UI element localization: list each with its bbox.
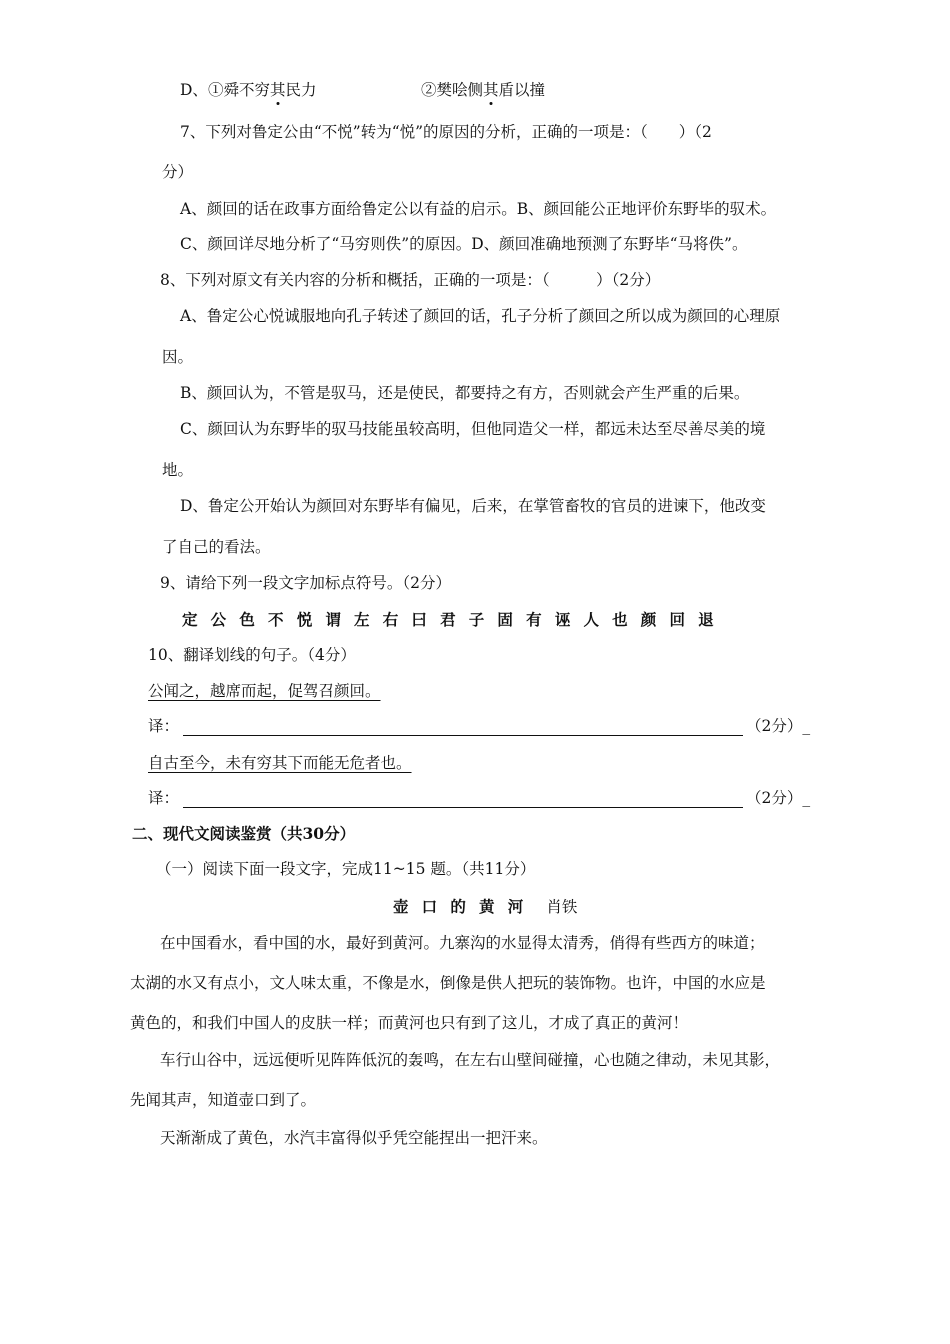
article-author: 肖铁 bbox=[546, 898, 578, 916]
q10-score-1: （2分）_ bbox=[746, 717, 811, 735]
emphasis-dot-char: 其 bbox=[269, 81, 286, 99]
q8-stem: 8、下列对原文有关内容的分析和概括，正确的一项是：（ ）（2分） bbox=[160, 271, 661, 289]
article-title: 壶口的黄河 bbox=[393, 897, 537, 916]
q10-translate-label-2: 译： bbox=[148, 789, 180, 807]
q7-options-ab: A、颜回的话在政事方面给鲁定公以有益的启示。B、颜回能公正地评价东野毕的驭术。 bbox=[180, 200, 777, 218]
q10-stem: 10、翻译划线的句子。（4分） bbox=[148, 646, 356, 664]
q7-stem-line2: 分） bbox=[162, 163, 194, 181]
q7-options-cd: C、颜回详尽地分析了“马穷则佚”的原因。D、颜回准确地预测了东野毕“马将佚”。 bbox=[180, 235, 748, 253]
q8-option-a-line1: A、鲁定公心悦诚服地向孔子转述了颜回的话，孔子分析了颜回之所以成为颜回的心理原 bbox=[180, 307, 781, 325]
q6-option-d bbox=[180, 83, 316, 99]
q8-option-b: B、颜回认为，不管是驭马，还是使民，都要持之有方，否则就会产生严重的后果。 bbox=[180, 384, 750, 402]
q7-stem-line1: 7、下列对鲁定公由“不悦”转为“悦”的原因的分析，正确的一项是：（ ）（2 bbox=[180, 123, 712, 141]
q6-option-d-right bbox=[421, 83, 545, 99]
article-paragraph-2-line2: 先闻其声，知道壶口到了。 bbox=[130, 1091, 317, 1109]
q6-option-d-left-after: 民力 bbox=[285, 81, 317, 99]
q10-answer-line-1[interactable] bbox=[183, 735, 743, 736]
q8-option-d-line1: D、鲁定公开始认为颜回对东野毕有偏见，后来，在掌管畜牧的官员的进谏下，他改变 bbox=[180, 497, 766, 515]
section-2-heading: 二、现代文阅读鉴赏（共30分） bbox=[132, 824, 356, 843]
q8-option-c-line1: C、颜回认为东野毕的驭马技能虽较高明，但他同造父一样，都远未达至尽善尽美的境 bbox=[180, 420, 766, 438]
q8-option-d-line2: 了自己的看法。 bbox=[162, 538, 271, 556]
section-2-subheading: （一）阅读下面一段文字，完成11~15 题。（共11分） bbox=[156, 860, 536, 878]
q6-option-d-label: D、 bbox=[180, 81, 208, 99]
q10-score-2: （2分）_ bbox=[746, 789, 811, 807]
q10-underlined-sentence-1: 公闻之，越席而起，促驾召颜回。 bbox=[148, 682, 381, 700]
q6-option-d-right-after: 盾以撞 bbox=[498, 81, 546, 99]
q10-translate-label-1: 译： bbox=[148, 717, 180, 735]
q10-answer-line-2[interactable] bbox=[183, 807, 743, 808]
article-paragraph-2-line1: 车行山谷中，远远便听见阵阵低沉的轰鸣，在左右山壁间碰撞，心也随之律动，未见其影， bbox=[160, 1051, 781, 1069]
q8-option-c-line2: 地。 bbox=[162, 461, 194, 479]
article-paragraph-3: 天渐渐成了黄色，水汽丰富得似乎凭空能捏出一把汗来。 bbox=[160, 1129, 548, 1147]
q10-underlined-sentence-2: 自古至今，未有穷其下而能无危者也。 bbox=[148, 754, 412, 772]
q9-unpunctuated-text: 定公色不悦谓左右曰君子固有诬人也颜回退 bbox=[182, 610, 727, 629]
article-paragraph-1-line2: 太湖的水又有点小，文人味太重，不像是水，倒像是供人把玩的装饰物。也许，中国的水应是 bbox=[130, 974, 766, 992]
article-paragraph-1-line1: 在中国看水，看中国的水，最好到黄河。九寨沟的水显得太清秀，俏得有些西方的味道； bbox=[160, 934, 765, 952]
q6-option-d-left-before: ①舜不穷 bbox=[207, 81, 270, 99]
q9-stem: 9、请给下列一段文字加标点符号。（2分） bbox=[160, 574, 451, 592]
q6-option-d-right-before: ②樊哙侧 bbox=[421, 81, 484, 99]
article-paragraph-1-line3: 黄色的，和我们中国人的皮肤一样；而黄河也只有到了这儿，才成了真正的黄河！ bbox=[130, 1014, 689, 1032]
article-title-line bbox=[393, 899, 577, 916]
emphasis-dot-char: 其 bbox=[483, 81, 499, 99]
q8-option-a-line2: 因。 bbox=[162, 348, 194, 366]
